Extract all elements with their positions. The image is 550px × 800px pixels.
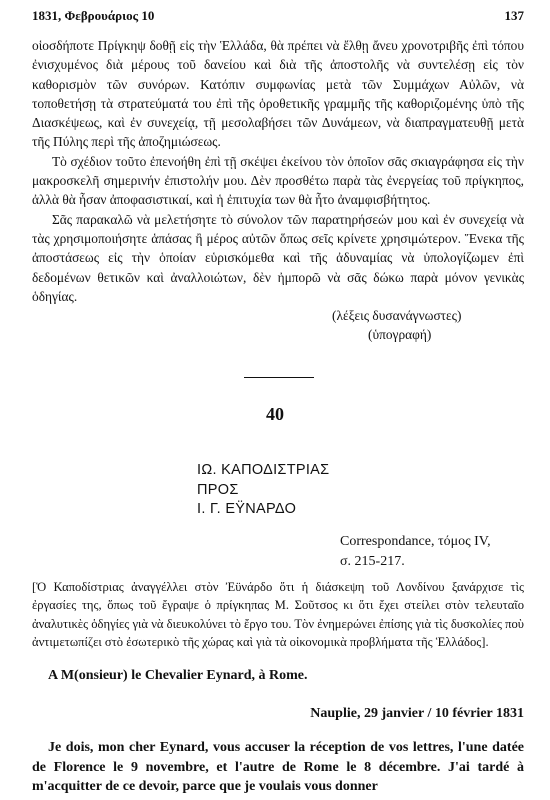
running-header (32, 8, 524, 24)
source-citation (340, 532, 491, 571)
letter-address: A M(onsieur) le Chevalier Eynard, à Rome. (48, 668, 308, 683)
letter-continuation (32, 36, 524, 345)
signature-note: (ὑπογραφή) (368, 327, 432, 343)
paragraph-3: Σᾶς παρακαλῶ νὰ μελετήσητε τὸ σύνολον τῶν παρατηρήσεών μου καὶ ἐν συνεχείᾳ νὰ τὰς χρησιμοποιήσητε ἁπάσας ἢ μέρος αὐτῶν ὅπως σεῖς κρίνετε χρησιμώτερον. Ἕνεκα τῆς ἀποστάσεως εἰς τὴν ὁποίαν εὑρισκόμεθα καὶ τῆς ἀδυναμίας νὰ ὑπολογίζωμεν ἐπὶ δεδομένων θετικῶν καὶ ἀναλλοιώτων, δὲν ἠμπορῶ νὰ σᾶς δώκω παρὰ μόνον γενικὰς ὁδηγίας. (32, 211, 524, 304)
heading-to: ΠΡΟΣ (197, 481, 239, 498)
illegible-words-note: (λέξεις δυσανάγνωστες) (332, 308, 462, 324)
heading-recipient: Ι. Γ. ΕΫΝΑΡΔΟ (197, 501, 297, 517)
paragraph-1: οἱοσδήποτε Πρίγκηψ δοθῇ εἰς τὴν Ἑλλάδα, θὰ πρέπει νὰ ἔλθῃ ἄνευ χρονοτριβῆς ἐπὶ τόπου ἐνισχυμένος διὰ μέρους τοῦ δανείου καὶ διὰ τῆς ἀποστολῆς νὰ συντελέσῃ εἰς τὸν καθορισμὸν τῶν συνόρων. Κατόπιν συμφωνίας μετὰ τῶν Συμμάχων Αὐλῶν, νὰ τοποθετήσῃ τὰ στρατεύματά του ἐπὶ τῆς ὁροθετικῆς γραμμῆς τῆς καθοριζομένης ὑπὸ τῆς Διασκέψεως, καὶ ἐν συνεχείᾳ, τῇ μεσολαβήσει τῶν Δυνάμεων, νὰ διαπραγματευθῇ μετὰ τῆς Πύλης περὶ τῆς ἀποζημιώσεως. (32, 38, 524, 150)
document-heading (197, 461, 329, 520)
paragraph-2: Τὸ σχέδιον τοῦτο ἐπενοήθη ἐπὶ τῇ σκέψει ἐκείνου τὸν ὁποῖον σᾶς σκιαγράφησα εἰς τὴν μακροσκελῆ σημερινήν ἐπιστολήν μου. Δὲν προσθέτω παρὰ τὰς ἐνεργείας τοῦ πρίγκηπος, ἀλλὰ θὰ ἦσαν ἀποφασιστικαί, καὶ ἡ ἐπιτυχία των θὰ ἦτο ἀναμφισβήτητος. (32, 153, 524, 208)
editorial-summary: [Ὁ Καποδίστριας ἀναγγέλλει στὸν Ἐϋνάρδο ὅτι ἡ διάσκεψη τοῦ Λονδίνου ξανάρχισε τὶς ἐργασίες της, ὅπως τοῦ ἔγραψε ὁ πρίγκηπας Μ. Σοῦτσος κι ὅτι ἔχει στείλει στὸν τελευταῖο ἀναλυτικὲς ὁδηγίες γιὰ νὰ διευκολύνει τὸ ἔργο του. Τὸν ἐνημερώνει ἐπίσης γιὰ τὶς δυσκολίες ποὺ ἀντιμετωπίζει στὸ ἐσωτερικὸ τῆς χώρας καὶ γιὰ τὰ οἰκονομικὰ προβλήματα τῆς Ἑλλάδος]. (32, 580, 524, 650)
header-date: 1831, Φεβρουάριος 10 (32, 8, 155, 23)
letter-opening: Je dois, mon cher Eynard, vous accuser la réception de vos lettres, l'une datée de Florence le 9 novembre, et l'autre de Rome le 8 décembre. J'ai tardé à m'acquitter de ce devoir, parce que je voulais vous donner (32, 740, 524, 794)
section-divider (244, 377, 314, 378)
document-number: 40 (266, 404, 284, 424)
source-pages: σ. 215-217. (340, 553, 405, 569)
heading-author: ΙΩ. ΚΑΠΟΔΙΣΤΡΙΑΣ (197, 462, 330, 478)
source-volume: Correspondance, τόμος IV, (340, 534, 491, 549)
editorial-notes (332, 306, 524, 345)
page-number: 137 (504, 8, 524, 23)
letter-dateline: Nauplie, 29 janvier / 10 février 1831 (310, 706, 524, 721)
